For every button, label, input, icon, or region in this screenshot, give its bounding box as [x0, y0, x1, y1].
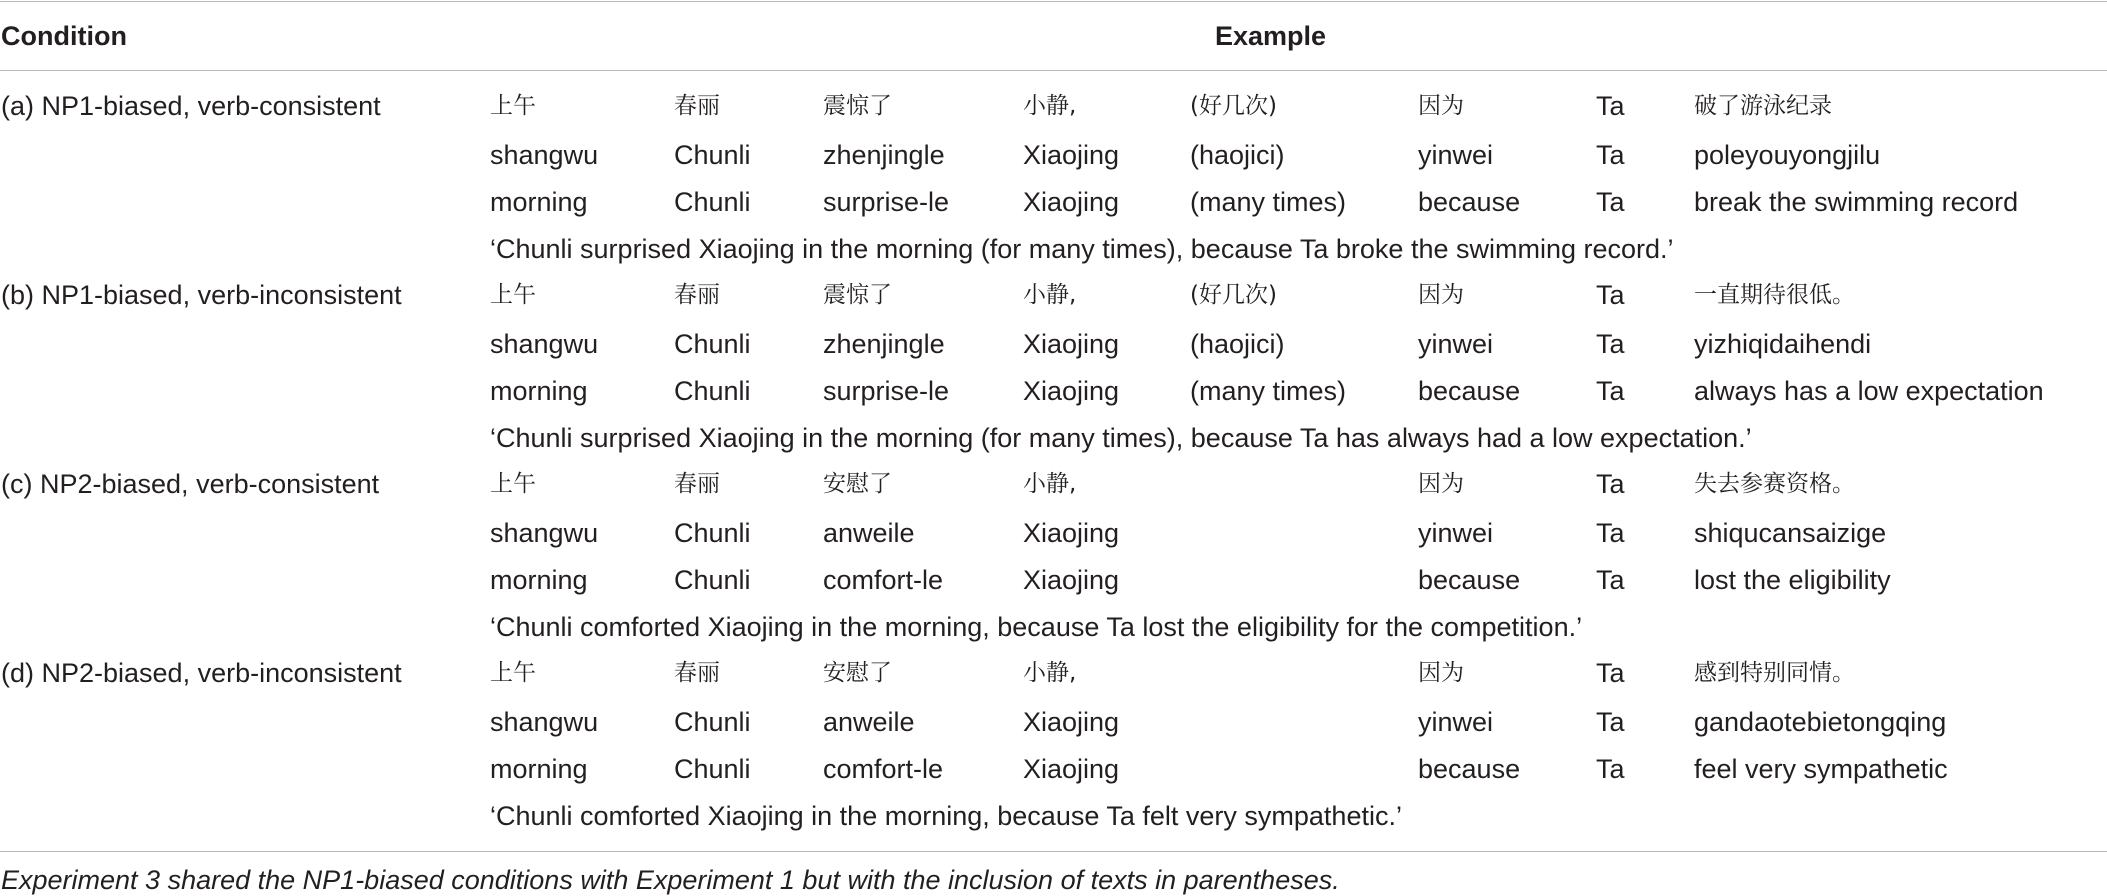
- chinese-word: 失去参赛资格。: [1694, 471, 1855, 497]
- table-bottom-rule: [0, 851, 2107, 852]
- chinese-word: 破了游泳纪录: [1694, 93, 1832, 119]
- chinese-word: (好几次): [1190, 93, 1277, 119]
- english-gloss: Xiaojing: [1023, 187, 1120, 217]
- condition-group-d: [0, 567, 2107, 831]
- chinese-word: 震惊了: [823, 93, 892, 119]
- english-gloss: because: [1418, 754, 1521, 784]
- pinyin-word: zhenjingle: [823, 329, 945, 359]
- english-gloss: (many times): [1190, 376, 1347, 406]
- english-gloss: because: [1418, 376, 1521, 406]
- chinese-word: 春丽: [674, 660, 720, 686]
- pinyin-word: yinwei: [1418, 518, 1494, 548]
- pinyin-word: Chunli: [674, 140, 751, 170]
- chinese-word: 上午: [490, 471, 536, 497]
- sentence-translation: ‘Chunli surprised Xiaojing in the morning (for many times), because Ta has always had a low expectation.’: [490, 423, 1752, 453]
- chinese-word: 小静,: [1023, 93, 1077, 119]
- pinyin-word: (haojici): [1190, 329, 1285, 359]
- chinese-word: 春丽: [674, 282, 720, 308]
- chinese-word: Ta: [1596, 469, 1625, 499]
- pinyin-word: shangwu: [490, 140, 599, 170]
- sentence-translation: ‘Chunli comforted Xiaojing in the morning, because Ta felt very sympathetic.’: [490, 801, 1402, 831]
- pinyin-word: Xiaojing: [1023, 707, 1120, 737]
- chinese-word: 安慰了: [823, 471, 892, 497]
- chinese-word: 一直期待很低。: [1694, 282, 1855, 308]
- english-gloss: Ta: [1596, 754, 1625, 784]
- sentence-translation: ‘Chunli surprised Xiaojing in the morning (for many times), because Ta broke the swimming record.’: [490, 234, 1674, 264]
- chinese-word: 小静,: [1023, 471, 1077, 497]
- pinyin-word: Chunli: [674, 518, 751, 548]
- english-gloss: Xiaojing: [1023, 565, 1120, 595]
- pinyin-word: Ta: [1596, 140, 1625, 170]
- english-gloss: because: [1418, 187, 1521, 217]
- condition-label: (a) NP1-biased, verb-consistent: [1, 91, 381, 121]
- english-gloss: Chunli: [674, 376, 751, 406]
- english-gloss: morning: [490, 754, 588, 784]
- english-gloss: break the swimming record: [1694, 187, 2019, 217]
- english-gloss: Xiaojing: [1023, 376, 1120, 406]
- pinyin-word: Xiaojing: [1023, 518, 1120, 548]
- english-gloss: Ta: [1596, 565, 1625, 595]
- chinese-word: 安慰了: [823, 660, 892, 686]
- chinese-word: 春丽: [674, 471, 720, 497]
- pinyin-word: Ta: [1596, 329, 1625, 359]
- english-gloss: always has a low expectation: [1694, 376, 2044, 406]
- chinese-word: 上午: [490, 282, 536, 308]
- pinyin-word: yinwei: [1418, 140, 1494, 170]
- chinese-word: 因为: [1418, 660, 1464, 686]
- pinyin-word: Xiaojing: [1023, 329, 1120, 359]
- english-gloss: because: [1418, 565, 1521, 595]
- english-gloss: morning: [490, 187, 588, 217]
- pinyin-word: Xiaojing: [1023, 140, 1120, 170]
- condition-label: (d) NP2-biased, verb-inconsistent: [1, 658, 402, 688]
- condition-group-a: [0, 0, 2107, 264]
- pinyin-word: shangwu: [490, 518, 599, 548]
- table-footnote: Experiment 3 shared the NP1-biased conditions with Experiment 1 but with the inclusion of texts in parentheses.: [1, 865, 1340, 895]
- pinyin-word: (haojici): [1190, 140, 1285, 170]
- english-gloss: Ta: [1596, 187, 1625, 217]
- pinyin-word: gandaotebietongqing: [1694, 707, 1947, 737]
- english-gloss: Xiaojing: [1023, 754, 1120, 784]
- condition-group-b: [0, 189, 2107, 453]
- pinyin-word: shiqucansaizige: [1694, 518, 1887, 548]
- chinese-word: Ta: [1596, 280, 1625, 310]
- sentence-translation: ‘Chunli comforted Xiaojing in the morning, because Ta lost the eligibility for the competition.’: [490, 612, 1583, 642]
- chinese-word: Ta: [1596, 91, 1625, 121]
- pinyin-word: shangwu: [490, 329, 599, 359]
- english-gloss: morning: [490, 565, 588, 595]
- english-gloss: morning: [490, 376, 588, 406]
- pinyin-word: Ta: [1596, 518, 1625, 548]
- chinese-word: 震惊了: [823, 282, 892, 308]
- pinyin-word: Chunli: [674, 707, 751, 737]
- pinyin-word: poleyouyongjilu: [1694, 140, 1881, 170]
- pinyin-word: shangwu: [490, 707, 599, 737]
- pinyin-word: zhenjingle: [823, 140, 945, 170]
- condition-label: (b) NP1-biased, verb-inconsistent: [1, 280, 402, 310]
- chinese-word: 小静,: [1023, 660, 1077, 686]
- example-column-header: Example: [1215, 21, 1327, 51]
- chinese-word: 上午: [490, 660, 536, 686]
- pinyin-word: anweile: [823, 707, 915, 737]
- english-gloss: comfort-le: [823, 565, 944, 595]
- condition-column-header: Condition: [1, 21, 127, 51]
- pinyin-word: yinwei: [1418, 329, 1494, 359]
- chinese-word: Ta: [1596, 658, 1625, 688]
- english-gloss: Chunli: [674, 565, 751, 595]
- english-gloss: surprise-le: [823, 376, 950, 406]
- pinyin-word: yizhiqidaihendi: [1694, 329, 1872, 359]
- pinyin-word: Ta: [1596, 707, 1625, 737]
- chinese-word: 春丽: [674, 93, 720, 119]
- pinyin-word: anweile: [823, 518, 915, 548]
- english-gloss: lost the eligibility: [1694, 565, 1891, 595]
- condition-label: (c) NP2-biased, verb-consistent: [1, 469, 380, 499]
- chinese-word: 因为: [1418, 471, 1464, 497]
- chinese-word: 因为: [1418, 93, 1464, 119]
- english-gloss: Chunli: [674, 754, 751, 784]
- chinese-word: 上午: [490, 93, 536, 119]
- english-gloss: Ta: [1596, 376, 1625, 406]
- english-gloss: feel very sympathetic: [1694, 754, 1948, 784]
- chinese-word: (好几次): [1190, 282, 1277, 308]
- chinese-word: 感到特别同情。: [1694, 660, 1855, 686]
- pinyin-word: Chunli: [674, 329, 751, 359]
- condition-group-c: [0, 378, 2107, 642]
- chinese-word: 因为: [1418, 282, 1464, 308]
- english-gloss: Chunli: [674, 187, 751, 217]
- english-gloss: comfort-le: [823, 754, 944, 784]
- pinyin-word: yinwei: [1418, 707, 1494, 737]
- english-gloss: surprise-le: [823, 187, 950, 217]
- chinese-word: 小静,: [1023, 282, 1077, 308]
- english-gloss: (many times): [1190, 187, 1347, 217]
